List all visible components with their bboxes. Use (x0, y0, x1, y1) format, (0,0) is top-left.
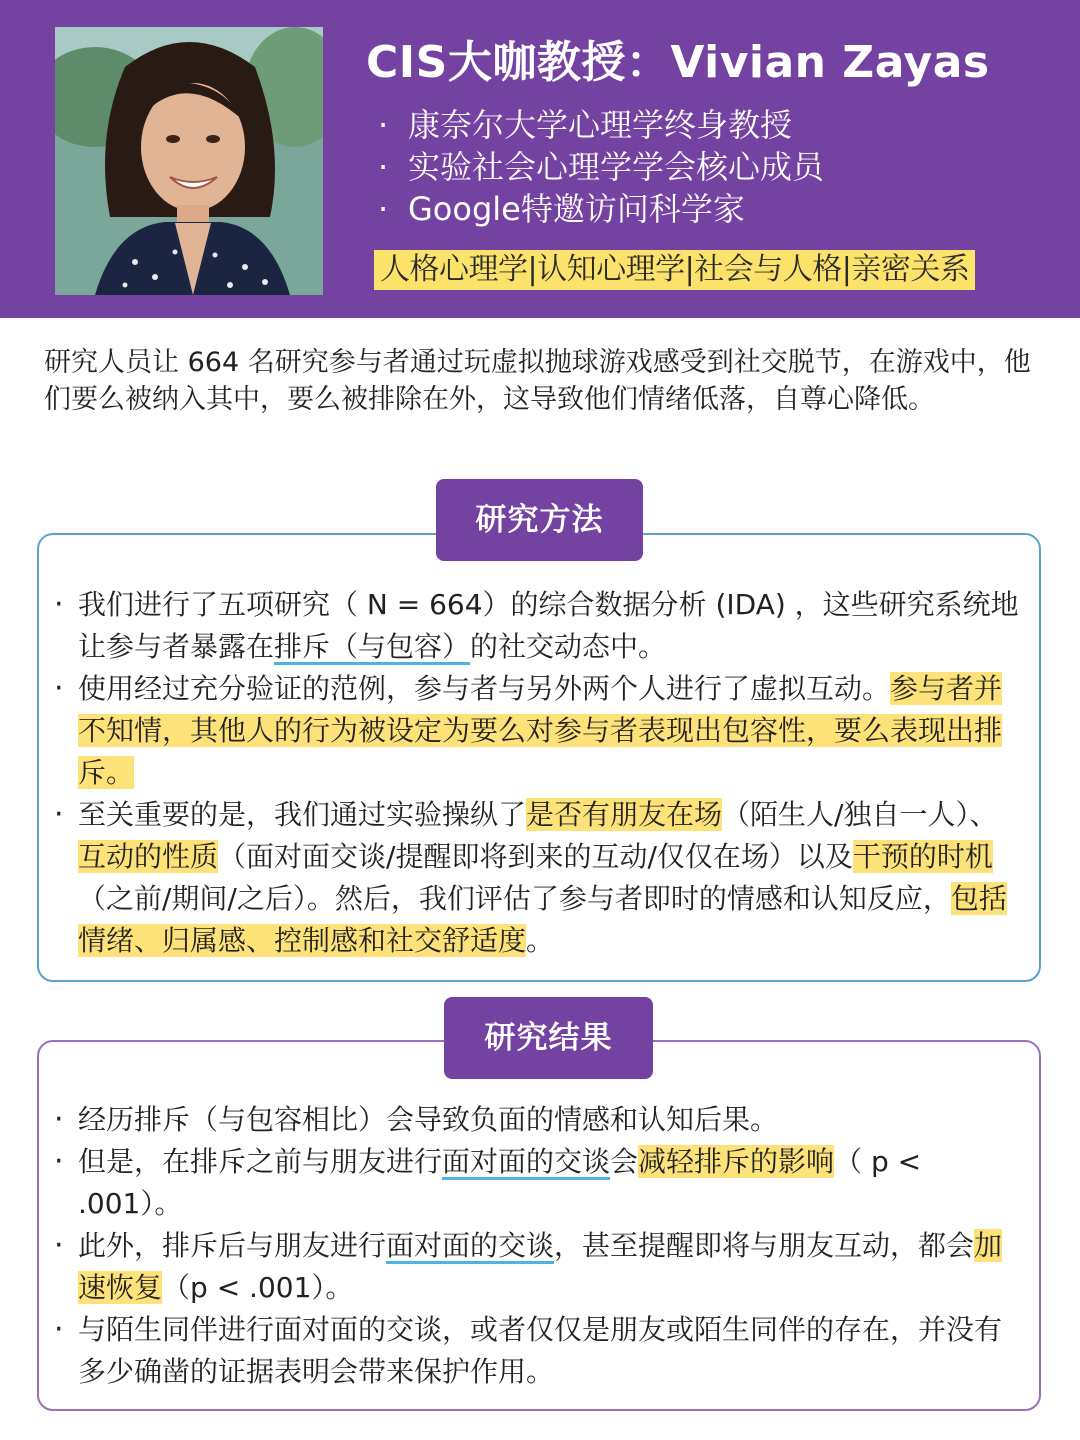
bullet-mark: · (378, 190, 389, 228)
text-run: （面对面交谈/提醒即将到来的互动/仅仅在场）以及 (218, 840, 853, 873)
underlined-term: 排斥（与包容） (274, 630, 471, 663)
text-run: ，甚至提醒即将与朋友互动，都会 (554, 1229, 975, 1262)
highlighted-text: 是否有朋友在场 (526, 798, 723, 831)
results-heading: 研究结果 (444, 997, 653, 1079)
text-run: （ p < .001）。 (78, 1145, 922, 1220)
credential-item (378, 104, 824, 146)
text-run: （之前/期间/之后）。然后，我们评估了参与者即时的情感和认知反应， (78, 882, 951, 915)
underlined-term: 面对面的交谈 (442, 1145, 611, 1178)
results-list (50, 1099, 1025, 1393)
results-item (50, 1225, 1025, 1309)
methods-item (50, 584, 1025, 668)
highlighted-text: 参与者并不知情，其他人的行为被设定为要么对参与者表现出包容性，要么表现出排斥。 (78, 672, 1003, 789)
text-run: 至关重要的是，我们通过实验操纵了 (78, 798, 527, 831)
results-item (50, 1141, 1025, 1225)
credential-text: Google特邀访问科学家 (408, 190, 745, 228)
text-run: 但是，在排斥之前与朋友进行 (78, 1145, 443, 1178)
header-banner (0, 0, 1080, 318)
text-run: （p < .001）。 (162, 1271, 354, 1304)
underlined-term: 面对面的交谈 (386, 1229, 555, 1262)
credential-text: 实验社会心理学学会核心成员 (408, 148, 825, 186)
credential-item (378, 146, 824, 188)
text-run: 使用经过充分验证的范例，参与者与另外两个人进行了虚拟互动。 (78, 672, 891, 705)
page-title: CIS大咖教授：Vivian Zayas (366, 37, 990, 88)
text-run: 。 (526, 924, 555, 957)
credential-list (378, 104, 824, 230)
methods-item (50, 794, 1025, 962)
text-run: 会 (610, 1145, 639, 1178)
bullet-mark: · (378, 106, 389, 144)
research-tags: 人格心理学|认知心理学|社会与人格|亲密关系 (374, 250, 975, 290)
highlighted-text: 包括情绪、归属感、控制感和社交舒适度 (78, 882, 1007, 957)
bullet-mark: · (378, 148, 389, 186)
credential-item (378, 188, 824, 230)
text-run: 与陌生同伴进行面对面的交谈，或者仅仅是朋友或陌生同伴的存在，并没有多少确凿的证据表明会带来保护作用。 (78, 1313, 1003, 1388)
highlighted-text: 互动的性质 (78, 840, 219, 873)
results-item (50, 1099, 1025, 1141)
text-run: 此外，排斥后与朋友进行 (78, 1229, 387, 1262)
text-run: 经历排斥（与包容相比）会导致负面的情感和认知后果。 (78, 1103, 779, 1136)
methods-list (50, 584, 1025, 962)
portrait-illustration (55, 27, 323, 295)
text-run: 的社交动态中。 (470, 630, 667, 663)
highlighted-text: 加速恢复 (78, 1229, 1003, 1304)
credential-text: 康奈尔大学心理学终身教授 (408, 106, 793, 144)
intro-paragraph: 研究人员让 664 名研究参与者通过玩虚拟抛球游戏感受到社交脱节，在游戏中，他们要么被纳入其中，要么被排除在外，这导致他们情绪低落，自尊心降低。 (44, 347, 1031, 415)
results-item (50, 1309, 1025, 1393)
methods-heading: 研究方法 (436, 479, 643, 561)
text-run: 我们进行了五项研究（ N = 664）的综合数据分析 (IDA) ，这些研究系统地让参与者暴露在 (78, 588, 1019, 663)
highlighted-text: 减轻排斥的影响 (638, 1145, 835, 1178)
text-run: （陌生人/独自一人）、 (722, 798, 998, 831)
professor-photo (55, 27, 323, 295)
methods-item (50, 668, 1025, 794)
highlighted-text: 干预的时机 (852, 840, 993, 873)
